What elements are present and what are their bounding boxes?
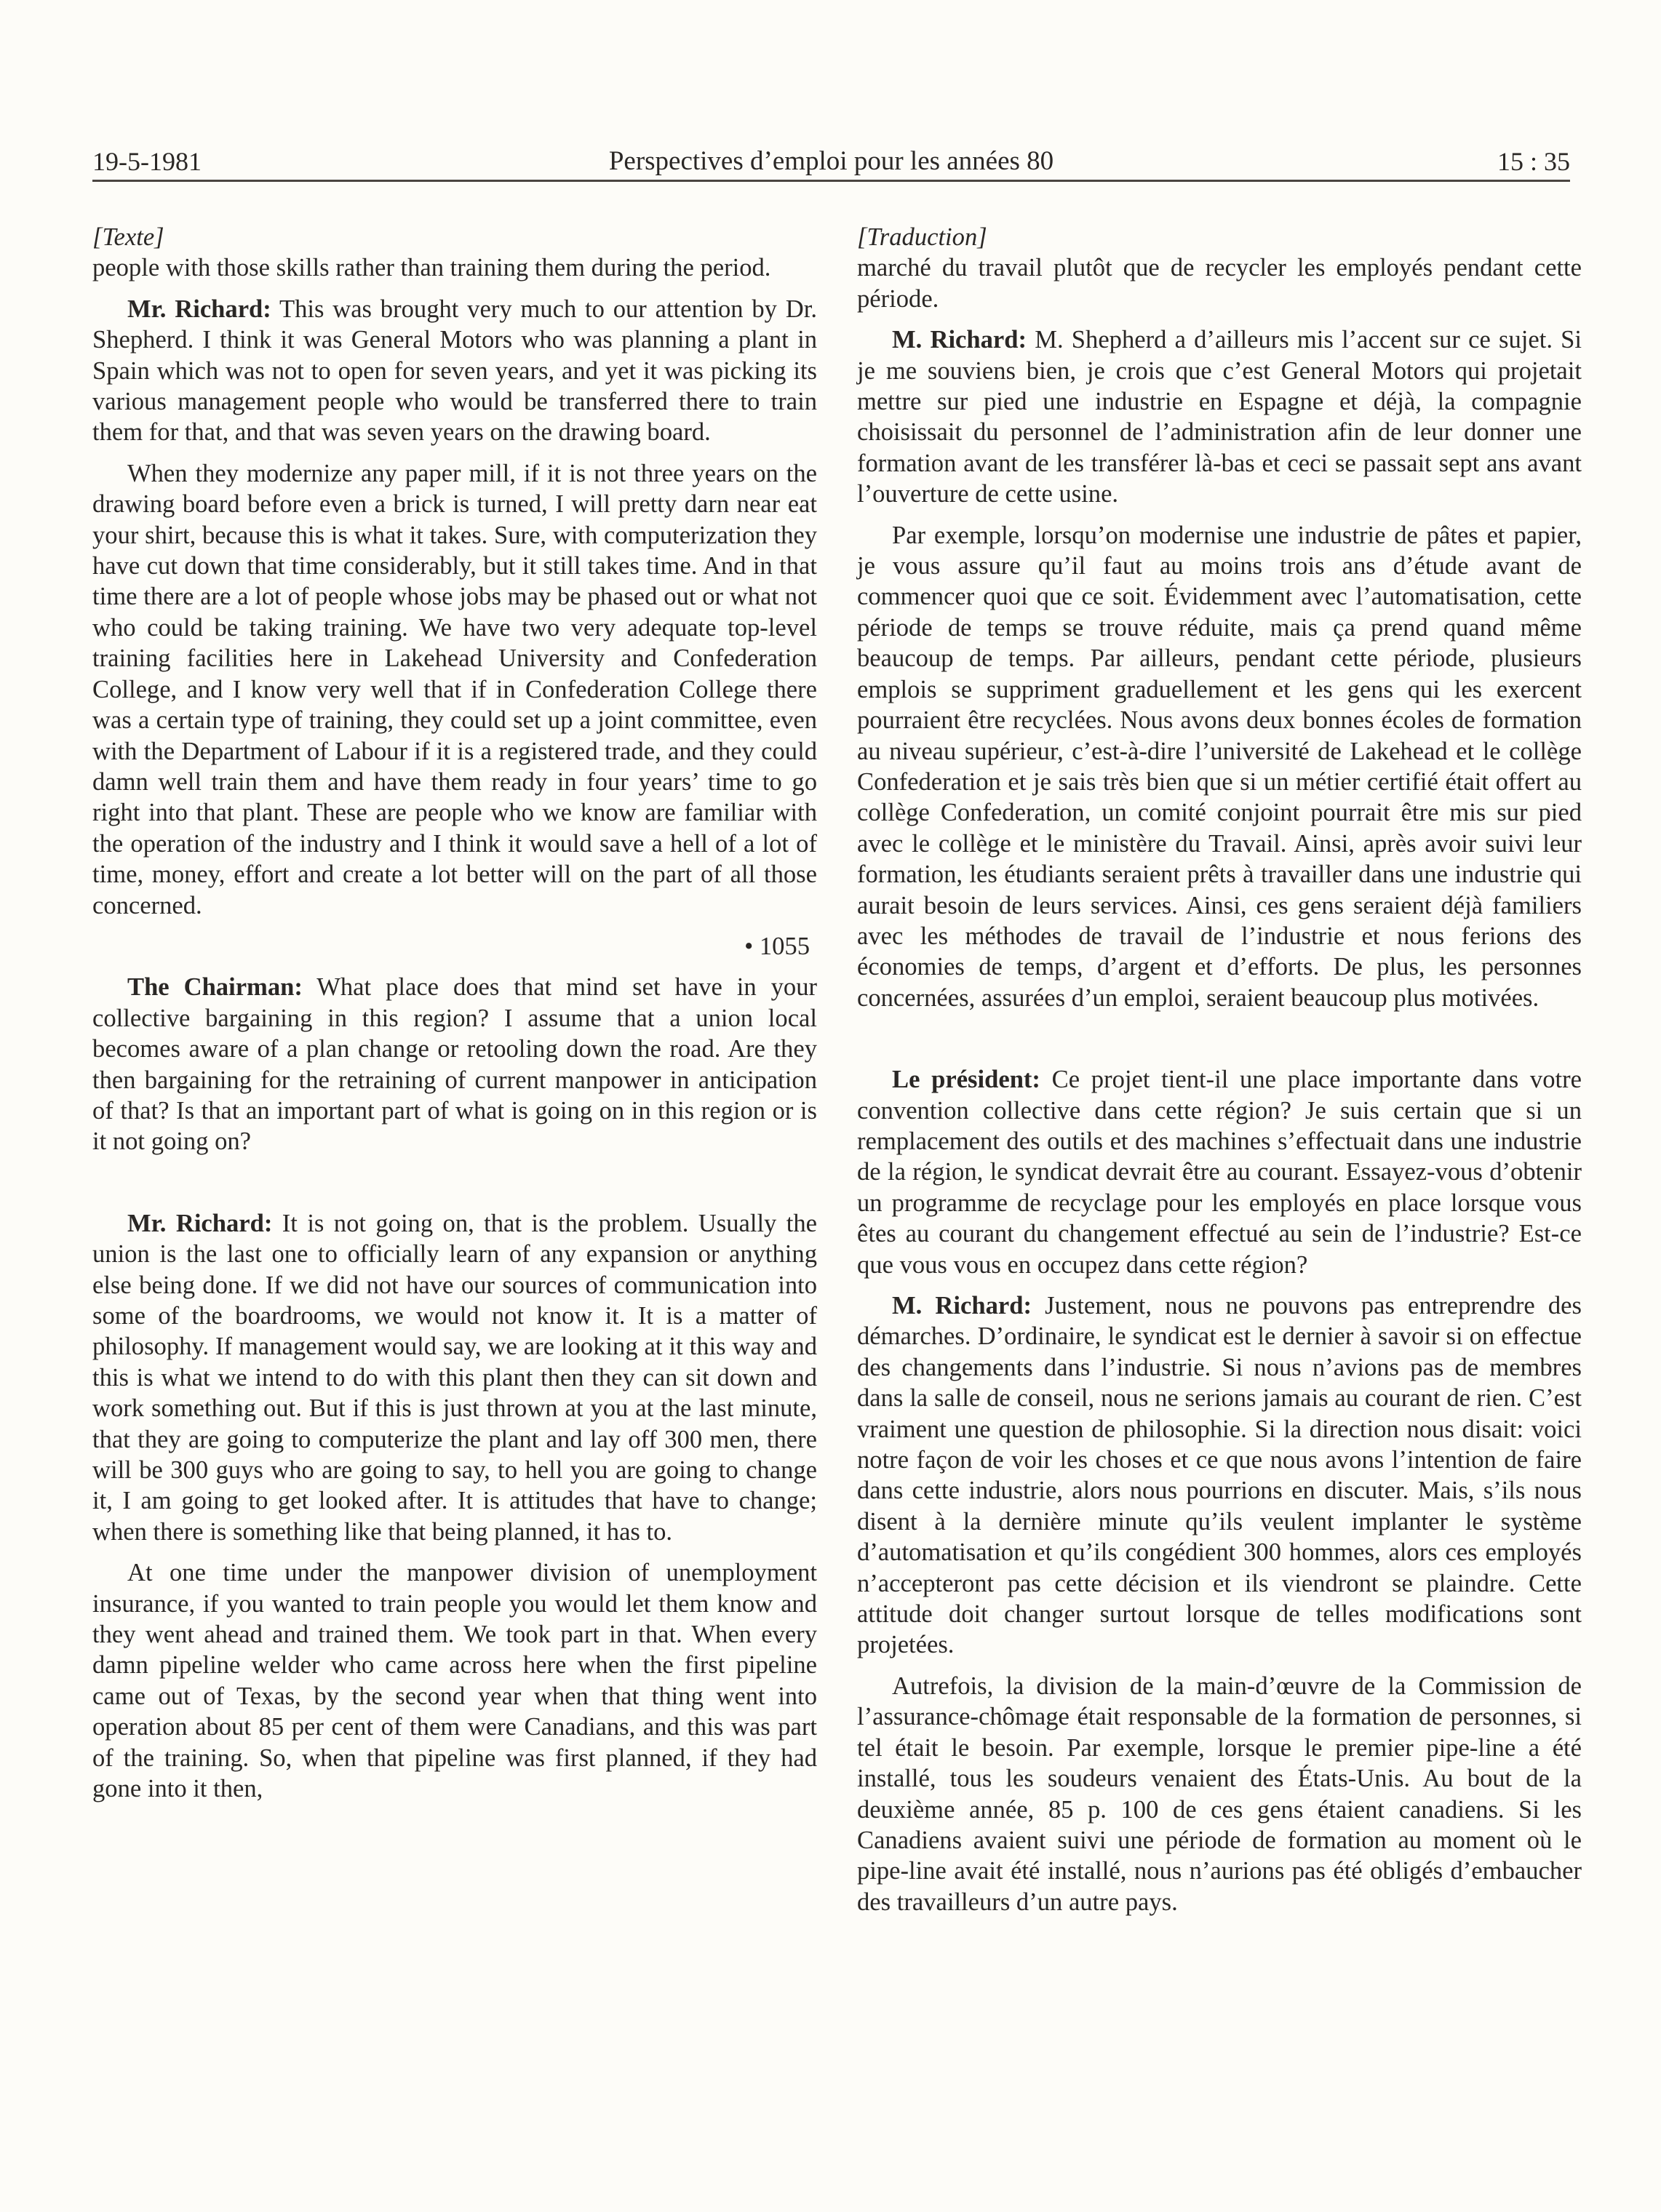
paragraph-text: What place does that mind set have in your collective bargaining in this region? I assume that a union local becomes aware of a plan change or retooling down the road. Are they then bargaining for the retraining of current manpower in anticipation of that? Is that an important part of what is going on in this region or is it not going on? — [92, 973, 817, 1156]
paragraph-text: When they modernize any paper mill, if it is not three years on the drawing board before even a brick is turned, I will pretty darn near eat your shirt, because this is what it takes. Sure, with computerization they have cut down that time considerably, but it still takes time. And in that time there are a lot of people whose jobs may be phased out or what not who could be taking training. We have two very adequate top-level training facilities here in Lakehead University and Confederation College, and I know very well that if in Confederation College there was a certain type of training, they could set up a joint committee, even with the Department of Labour if it is a registered trade, and they could damn well train them and have them ready in four years’ time to go right into that plant. These are people who we know are familiar with the operation of the industry and I think it would save a hell of a lot of time, money, effort and create a lot better will on the part of all those concerned. — [92, 459, 817, 919]
column-label: [Traduction] — [857, 223, 987, 251]
paragraph-text: It is not going on, that is the problem. Usually the union is the last one to officially learn of any expansion or anything else being done. If we did not have our sources of communication into some of the boardrooms, we would not know it. It is a matter of philosophy. If management would say, we are looking at it this way and this is what we intend to do with this plant then they can sit down and work something out. But if this is just thrown at you at the last minute, that they are going to computerize the plant and lay off 300 men, there will be 300 guys who are going to say, to hell you are going to change it, I am going to get looked after. It is attitudes that have to change; when there is something like that being planned, it has to. — [92, 1209, 817, 1546]
paragraph — [857, 520, 1582, 1014]
paragraph-text: marché du travail plutôt que de recycler les employés pendant cette période. — [857, 254, 1582, 313]
paragraph — [92, 294, 817, 448]
page-header — [92, 142, 1570, 182]
english-column — [92, 222, 817, 1805]
header-page-number: 15 : 35 — [1497, 147, 1570, 176]
paragraph — [92, 458, 817, 921]
speaker-name: Mr. Richard: — [127, 1209, 273, 1237]
paragraph-text: M. Shepherd a d’ailleurs mis l’accent sur ce sujet. Si je me souviens bien, je crois que c’est General Motors qui projetait mettre sur pied une industrie en Espagne et déjà, la compagnie choisissait du personnel de l’administration afin de leur donner une formation avant de les transférer là-bas et ceci se passait sept ans avant l’ouverture de cette usine. — [857, 326, 1582, 508]
speaker-name: M. Richard: — [892, 1292, 1032, 1319]
header-title: Perspectives d’emploi pour les années 80 — [608, 146, 1054, 176]
paragraph-text: Autrefois, la division de la main-d’œuvre de la Commission de l’assurance-chômage était responsable de la formation de personnes, si tel était le besoin. Par exemple, lorsque le premier pipe-line a été installé, tous les soudeurs venaient des États-Unis. Au bout de la deuxième année, 85 p. 100 de ces gens étaient canadiens. Si les Canadiens avaient suivi une période de formation au moment où le pipe-line avait été installé, nous n’aurions pas été obligés d’embaucher des travailleurs d’un autre pays. — [857, 1672, 1582, 1916]
paragraph — [92, 1208, 817, 1547]
paragraph-text: people with those skills rather than training them during the period. — [92, 254, 771, 282]
paragraph — [857, 1290, 1582, 1661]
column-label: [Texte] — [92, 223, 164, 251]
paragraph — [92, 1557, 817, 1804]
speaker-name: Le président: — [892, 1066, 1040, 1094]
paragraph-text: Justement, nous ne pouvons pas entreprendre des démarches. D’ordinaire, le syndicat est le dernier à savoir si on effectue des changements dans l’industrie. Si nous n’avions pas de membres dans la salle de conseil, nous ne serions jamais au courant de rien. C’est vraiment une question de philosophie. Si la direction nous disait: voici notre façon de voir les choses et ce que nous avons l’intention de faire dans cette industrie, alors nous pourrions en discuter. Mais, s’ils nous disent à la dernière minute qu’ils veulent implanter le système d’automatisation et qu’ils congédient 300 hommes, alors ces employés n’accepteront pas cette décision et ils viendront se plaindre. Cette attitude doit changer surtout lorsque de telles modifications sont projetées. — [857, 1292, 1582, 1659]
speaker-name: Mr. Richard: — [127, 295, 271, 323]
paragraph — [857, 252, 1582, 314]
speaker-name: M. Richard: — [892, 326, 1027, 354]
header-date: 19-5-1981 — [92, 147, 202, 176]
paragraph — [857, 1671, 1582, 1917]
paragraph — [857, 1064, 1582, 1280]
paragraph-text: Par exemple, lorsqu’on modernise une industrie de pâtes et papier, je vous assure qu’il faut au moins trois ans d’étude avant de commencer quoi que ce soit. Évidemment avec l’automatisation, cette période de temps se trouve réduite, mais ça prend quand même beaucoup de temps. Par ailleurs, pendant cette période, plusieurs emplois se suppriment graduellement et les gens qui les exercent pourraient être recyclées. Nous avons deux bonnes écoles de formation au niveau supérieur, c’est-à-dire l’université de Lakehead et le collège Confederation et je sais très bien que si un métier certifié était offert au collège Confederation, un comité conjoint pourrait être mis sur pied avec le collège et le ministère du Travail. Ainsi, après avoir suivi leur formation, les étudiants seraient prêts à travailler dans une industrie qui aurait besoin de leurs services. Ainsi, ces gens seraient déjà familiers avec les méthodes de travail de l’industrie et nous ferions des économies de temps, d’argent et d’efforts. De plus, les personnes concernées, assurées d’un emploi, seraient beaucoup plus motivées. — [857, 521, 1582, 1012]
paragraph-text: Ce projet tient-il une place importante dans votre convention collective dans cette région? Je suis certain que si un remplacement des outils et des machines s’effectuait dans une industrie de la région, le syndicat devrait être au courant. Essayez-vous d’obtenir un programme de recyclage pour les employés en place lorsque vous êtes au courant du changement effectué au sein de l’industrie? Est-ce que vous vous en occupez dans cette région? — [857, 1066, 1582, 1279]
paragraph — [92, 972, 817, 1157]
paragraph — [92, 252, 817, 283]
french-column — [857, 222, 1582, 1917]
speaker-name: The Chairman: — [127, 973, 303, 1002]
time-marker: • 1055 — [744, 932, 810, 960]
paragraph-text: This was brought very much to our attention by Dr. Shepherd. I think it was General Motors who was planning a plant in Spain which was not to open for seven years, and yet it was picking its various management people who would be transferred there to train them for that, and that was seven years on the drawing board. — [92, 295, 817, 447]
paragraph-text: At one time under the manpower division of unemployment insurance, if you wanted to train people you would let them know and they went ahead and trained them. We took part in that. When every damn pipeline welder who came across here when the first pipeline came out of Texas, by the second year when that thing went into operation about 85 per cent of them were Canadians, and this was part of the training. So, when that pipeline was first planned, if they had gone into it then, — [92, 1559, 817, 1803]
paragraph — [857, 324, 1582, 509]
